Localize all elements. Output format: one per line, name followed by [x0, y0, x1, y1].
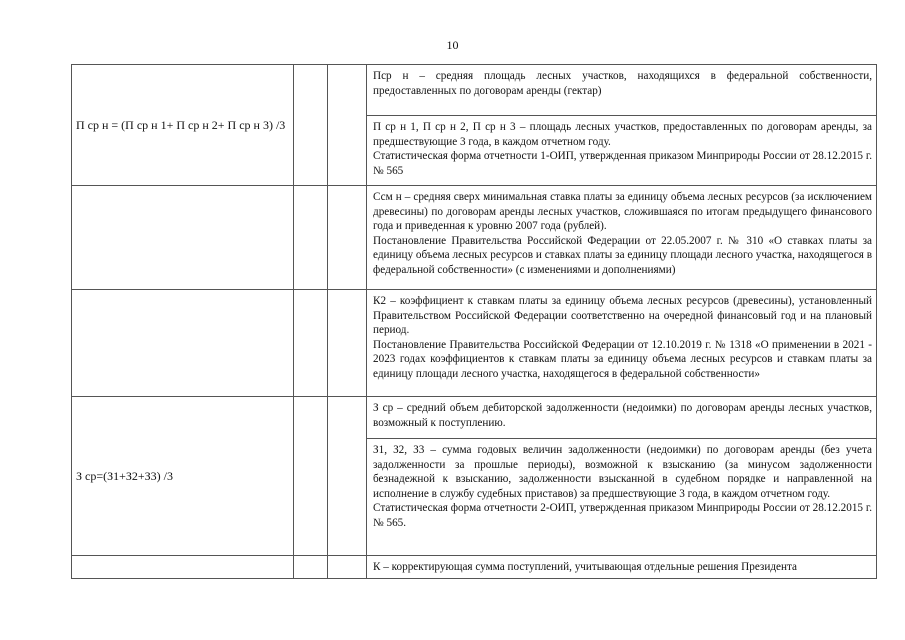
table-row [72, 397, 877, 439]
empty-cell [328, 186, 367, 290]
table-row [72, 290, 877, 397]
description-cell [367, 65, 877, 116]
description-text: К2 – коэффициент к ставкам платы за единицу объема лесных ресурсов (древесины), установленный Правительством Российской Федерации соответственно на очередной финансовый год и на плановый период. [373, 295, 872, 336]
empty-cell [294, 556, 328, 579]
empty-cell [328, 65, 367, 186]
empty-cell [294, 397, 328, 556]
source-text: Статистическая форма отчетности 2-ОИП, утвержденная приказом Минприроды России от 28.12.2015 г. № 565. [373, 502, 872, 529]
source-text: Постановление Правительства Российской Федерации от 12.10.2019 г. № 1318 «О применении в 2021 - 2023 годах коэффициентов к ставкам платы за единицу объема лесных ресурсов и ставкам платы за единицу площади лесного участка, находящегося в федеральной собственности» [373, 338, 872, 380]
description-cell [367, 290, 877, 397]
description-cell [367, 556, 877, 579]
description-text: Пср н – средняя площадь лесных участков, находящихся в федеральной собственности, предоставленных по договорам аренды (гектар) [373, 70, 872, 97]
empty-cell [294, 186, 328, 290]
formula-cell [72, 397, 294, 556]
source-text: Постановление Правительства Российской Федерации от 22.05.2007 г. № 310 «О ставках платы за единицу объема лесных ресурсов и ставках платы за единицу площади лесного участка, находящегося в федеральной собственности» (с изменениями и дополнениями) [373, 234, 872, 276]
table-row [72, 65, 877, 116]
formula-table [71, 64, 877, 579]
formula-cell [72, 65, 294, 186]
description-cell [367, 397, 877, 439]
description-text: З1, З2, З3 – сумма годовых величин задолженности (недоимки) по договорам аренды (без учета задолженности за прошлые периоды), возможной к взысканию (за минусом задолженности безнадежной к взысканию, задолженности взысканной в судебном порядке и направленной на исполнение в службу судебных приставов) за предшествующие 3 года, в каждом отчетном году. [373, 444, 872, 500]
description-text: Ссм н – средняя сверх минимальная ставка платы за единицу объема лесных ресурсов (за исключением древесины) по договорам аренды лесных участков, сложившаяся по итогам предыдущего финансового года и приведенная к уровню 2007 года (рублей). [373, 191, 872, 232]
empty-cell [328, 556, 367, 579]
empty-cell [72, 556, 294, 579]
formula-p-avg: П ср н = (П ср н 1+ П ср н 2+ П ср н 3) /3 [76, 117, 286, 132]
empty-cell [294, 65, 328, 186]
empty-cell [294, 290, 328, 397]
description-cell [367, 116, 877, 186]
description-text: К – корректирующая сумма поступлений, учитывающая отдельные решения Президента [373, 561, 797, 573]
description-cell [367, 186, 877, 290]
description-cell [367, 439, 877, 556]
empty-cell [328, 290, 367, 397]
formula-z-avg: З ср=(З1+З2+З3) /3 [76, 468, 174, 483]
page-number: 10 [446, 38, 459, 52]
table-row [72, 556, 877, 579]
empty-cell [328, 397, 367, 556]
description-text: З ср – средний объем дебиторской задолженности (недоимки) по договорам аренды лесных участков, возможный к поступлению. [373, 402, 872, 429]
table-row [72, 186, 877, 290]
empty-cell [72, 290, 294, 397]
empty-cell [72, 186, 294, 290]
description-text: П ср н 1, П ср н 2, П ср н 3 – площадь лесных участков, предоставленных по договорам аренды, за предшествующие 3 года, в каждом отчетном году. [373, 121, 872, 148]
source-text: Статистическая форма отчетности 1-ОИП, утвержденная приказом Минприроды России от 28.12.2015 г. № 565 [373, 150, 872, 177]
